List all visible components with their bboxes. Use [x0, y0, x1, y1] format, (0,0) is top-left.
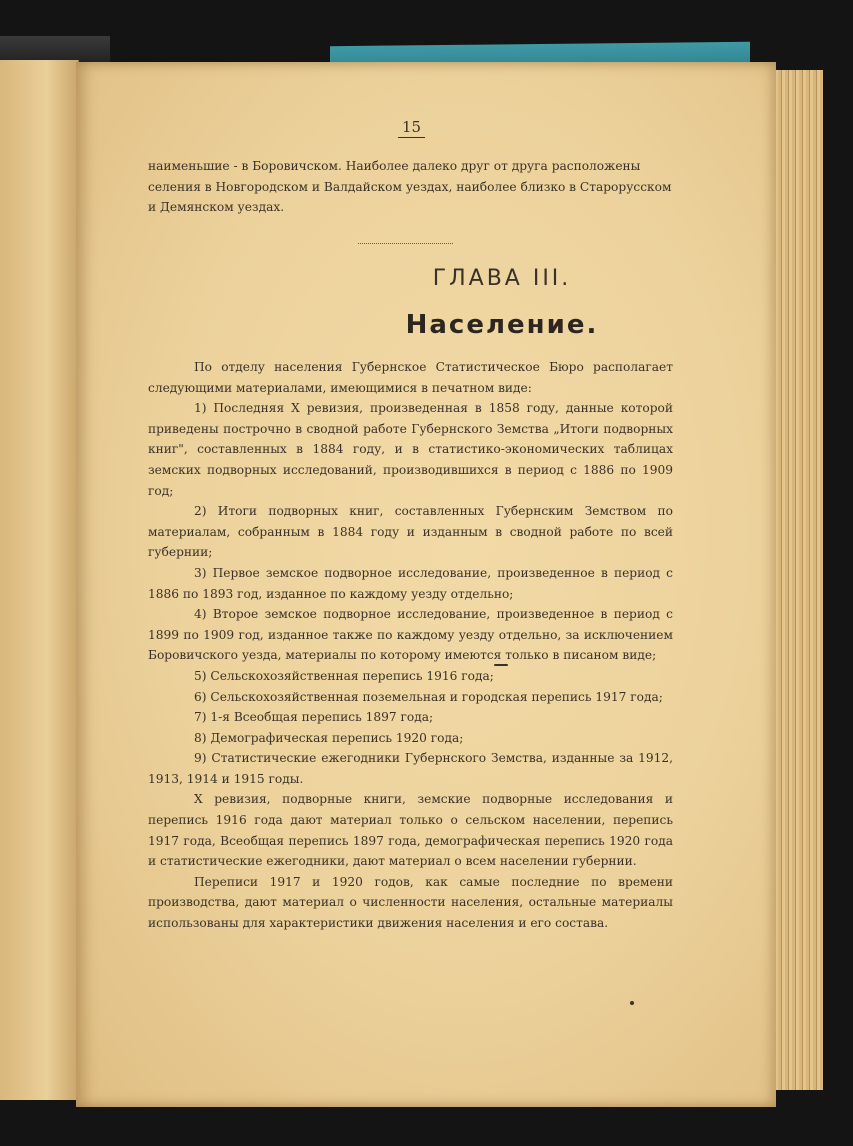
list-item-7: 7) 1-я Всеобщая перепись 1897 года; [194, 710, 434, 725]
list-item-5: 5) Сельскохозяйственная перепись 1916 года; [194, 668, 494, 683]
paragraph-1: По отделу населения Губернское Статистическое Бюро располагает следующими материалами, имеющимися в печатном виде: [148, 360, 673, 395]
list-item-6: 6) Сельскохозяйственная поземельная и городская перепись 1917 года; [194, 689, 663, 704]
book-page [76, 62, 776, 1107]
left-page-edge [0, 60, 79, 1100]
chapter-title: Население. [405, 310, 599, 340]
chapter-body [148, 357, 673, 934]
page-number: 15 [398, 118, 425, 138]
chapter-label: ГЛАВА III. [432, 266, 572, 291]
list-item-2: 2) Итоги подворных книг, составленных Губернским Земством по материалам, собранным в 1884 году и изданным в сводной работе по всей губернии; [148, 504, 673, 560]
list-item-4: 4) Второе земское подворное исследование, произведенное в период с 1899 по 1909 год, изданное также по каждому уезду отдельно, за исключением Боровичского уезда, материалы по которому имеются только в писаном виде; [148, 607, 673, 663]
list-item-1: 1) Последняя X ревизия, произведенная в 1858 году, данные которой приведены построчно в сводной работе Губернского Земства „Итоги подворных книг", составленных в 1884 году, и в статистико-экономических таблицах земских подворных исследований, производившихся в период с 1886 по 1909 год; [148, 401, 673, 498]
page-stack-edge [770, 70, 823, 1090]
paragraph-2: X ревизия, подворные книги, земские подворные исследования и перепись 1916 года дают материал только о сельском населении, перепись 1917 года, Всеобщая перепись 1897 года, демографическая перепись 1920 года и статистические ежегодники, дают материал о всем населении губернии. [148, 792, 673, 869]
intro-text: наименьшие - в Боровичском. Наиболее далеко друг от друга расположены селения в Новгородском и Валдайском уездах, наиболее близко в Старорусском и Демянском уездах. [148, 159, 672, 215]
intro-paragraph [148, 156, 673, 218]
paragraph-3: Переписи 1917 и 1920 годов, как самые последние по времени производства, дают материал о численности населения, остальные материалы использованы для характеристики движения населения и его состава. [148, 874, 673, 931]
list-item-3: 3) Первое земское подворное исследование, произведенное в период с 1886 по 1893 год, изданное по каждому уезду отдельно; [148, 565, 673, 601]
section-divider [358, 243, 453, 244]
ink-speck [630, 1001, 634, 1005]
ink-speck [494, 664, 508, 666]
list-item-8: 8) Демографическая перепись 1920 года; [194, 730, 464, 745]
list-item-9: 9) Статистические ежегодники Губернского Земства, изданные за 1912, 1913, 1914 и 1915 годы. [148, 751, 673, 786]
